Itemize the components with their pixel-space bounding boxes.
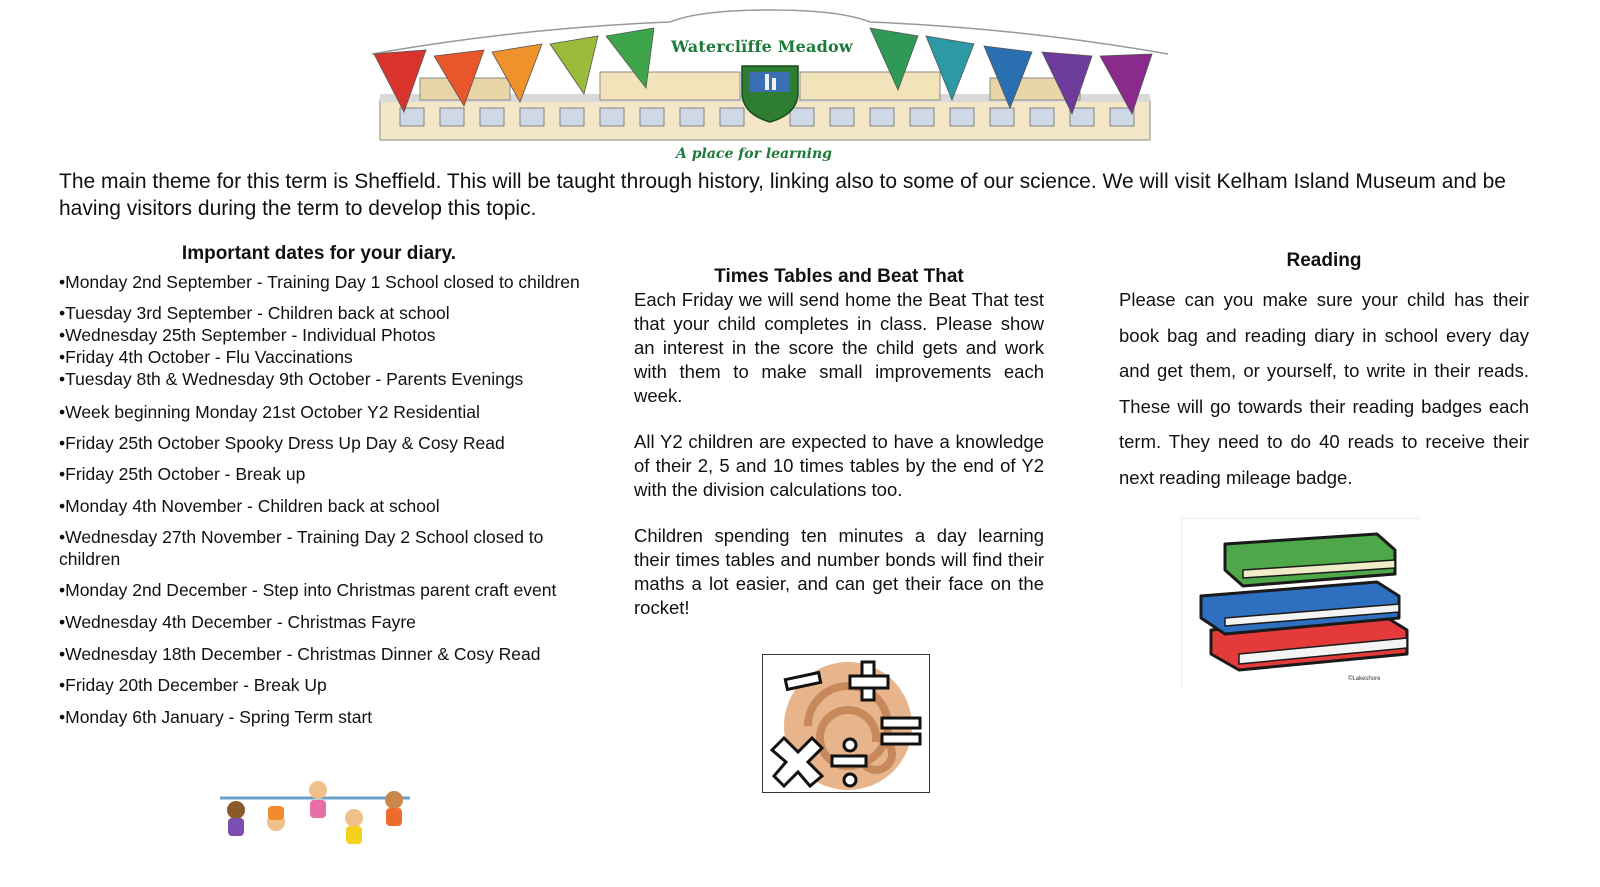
school-banner-illustration [370,8,1170,168]
diary-item: •Monday 6th January - Spring Term start [59,707,373,727]
reading-paragraph: Please can you make sure your child has their book bag and reading diary in school every day and get them, or yourself, to write in their reads. These will go towards their reading badges each term. They need to do 40 reads to receive their next reading mileage badge. [1119,289,1529,488]
diary-section [59,243,589,728]
reading-section [1119,250,1529,495]
times-tables-paragraph: Each Friday we will send home the Beat That test that your child completes in class. Please show an interest in the score the child gets and work with them to make small improvements each week. [634,289,1044,406]
diary-item: •Friday 25th October Spooky Dress Up Day & Cosy Read [59,433,505,453]
times-tables-section [634,266,1044,642]
books-stack-illustration [1181,518,1421,688]
diary-item: •Tuesday 3rd September - Children back at school [59,303,450,323]
times-tables-title: Times Tables and Beat That [714,266,964,287]
diary-item: •Monday 2nd December - Step into Christmas parent craft event [59,580,557,600]
image-credit: ©Lakeshore [1348,676,1381,682]
diary-item: •Friday 4th October - Flu Vaccinations [59,347,353,367]
maths-symbols-image [762,654,930,793]
diary-item: •Friday 25th October - Break up [59,464,306,484]
school-tagline: A place for learning [676,146,832,162]
diary-item: •Tuesday 8th & Wednesday 9th October - Parents Evenings [59,369,524,389]
diary-item: •Wednesday 18th December - Christmas Dinner & Cosy Read [59,644,541,664]
diary-item: •Week beginning Monday 21st October Y2 Residential [59,402,480,422]
diary-title: Important dates for your diary. [181,243,457,264]
school-name: Waterclïffe Meadow [671,37,853,56]
times-tables-paragraph: All Y2 children are expected to have a knowledge of their 2, 5 and 10 times tables by the end of Y2 with the division calculations too. [634,431,1044,500]
times-tables-paragraph: Children spending ten minutes a day learning their times tables and number bonds will find their maths a lot easier, and can get their face on the rocket! [634,525,1044,618]
children-illustration [214,776,414,856]
diary-item: •Monday 4th November - Children back at school [59,496,440,516]
diary-item: •Wednesday 27th November - Training Day 2 School closed to children [59,527,544,569]
intro-paragraph: The main theme for this term is Sheffield. This will be taught through history, linking also to some of our science. We will visit Kelham Island Museum and be having visitors during the term to develop this topic. [59,170,1506,220]
reading-title: Reading [1286,250,1362,271]
diary-item: •Wednesday 4th December - Christmas Fayre [59,612,416,632]
diary-item: •Monday 2nd September - Training Day 1 School closed to children [59,272,580,292]
diary-item: •Wednesday 25th September - Individual Photos [59,325,436,345]
diary-item: •Friday 20th December - Break Up [59,675,327,695]
